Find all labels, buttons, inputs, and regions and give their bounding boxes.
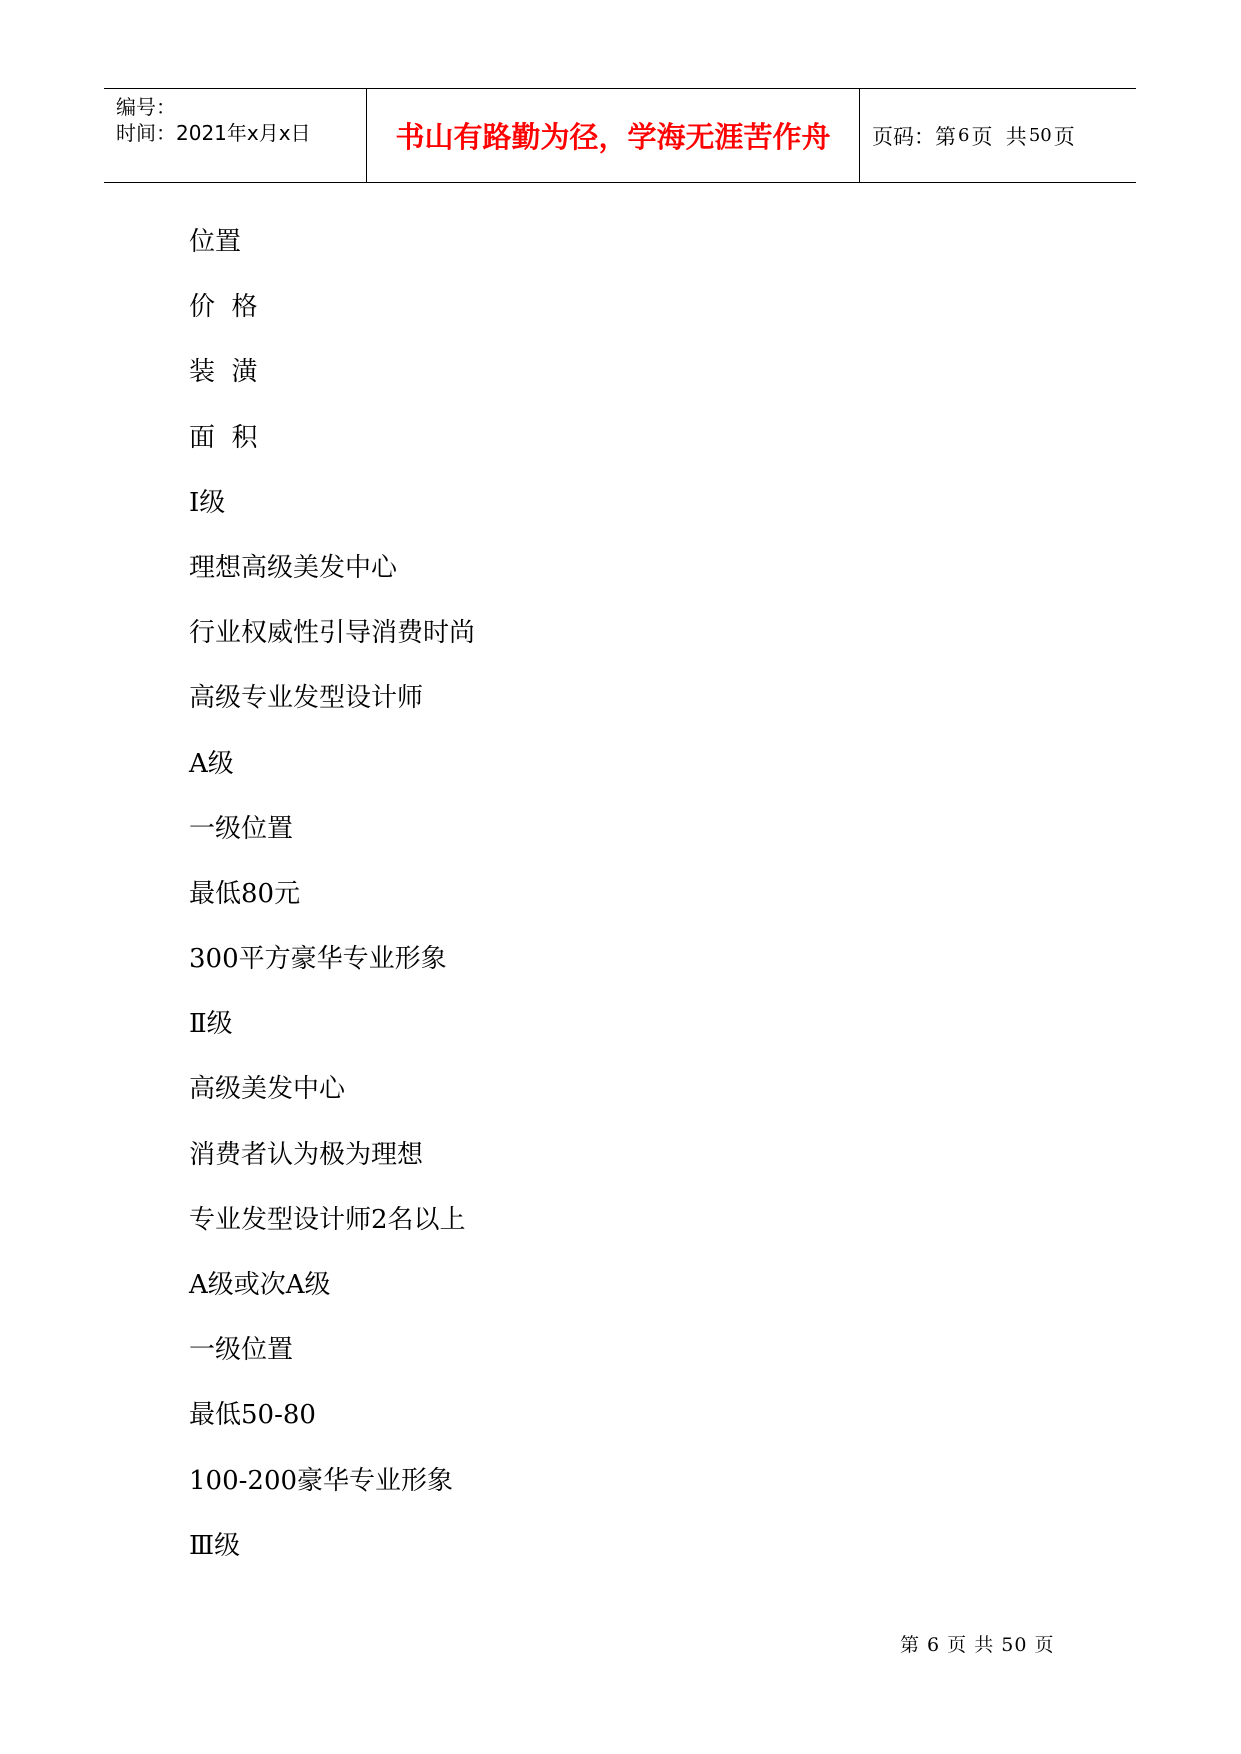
page-code-middle: 页 共	[971, 124, 1027, 149]
paragraph: A级或次A级	[189, 1270, 331, 1300]
serial-number-label: 编号：	[116, 95, 176, 119]
header-info-cell	[104, 89, 367, 182]
paragraph: 位置	[189, 227, 242, 257]
page-code-suffix: 页	[1053, 124, 1075, 149]
paragraph: 理想高级美发中心	[189, 552, 398, 583]
paragraph: 一级位置	[189, 813, 294, 844]
page-code-prefix: 页码：第	[872, 124, 956, 149]
paragraph: 100-200豪华专业形象	[189, 1465, 454, 1496]
page-code-total: 50	[1028, 125, 1052, 146]
paragraph: Ⅰ级	[189, 487, 226, 518]
paragraph: Ⅲ级	[189, 1530, 241, 1561]
page-header	[104, 88, 1136, 183]
paragraph: 价 格	[189, 292, 258, 323]
date-label: 时间：2021年x月x日	[116, 121, 311, 145]
document-body	[189, 218, 1089, 1587]
header-motto-cell	[367, 89, 860, 182]
paragraph: 面 积	[189, 422, 258, 453]
paragraph: 专业发型设计师2名以上	[189, 1204, 466, 1235]
paragraph: 300平方豪华专业形象	[189, 944, 447, 975]
page-code-number: 6	[958, 125, 970, 146]
paragraph: 装 潢	[189, 357, 258, 388]
paragraph: 行业权威性引导消费时尚	[189, 618, 476, 649]
header-page-cell	[860, 89, 1136, 182]
page-footer: 第 6 页 共 50 页	[900, 1634, 1055, 1656]
paragraph: 最低80元	[189, 878, 301, 909]
paragraph: Ⅱ级	[189, 1009, 233, 1040]
paragraph: 一级位置	[189, 1335, 294, 1366]
motto-text: 书山有路勤为径，学海无涯苦作舟	[395, 120, 831, 154]
paragraph: 最低50-80	[189, 1400, 316, 1431]
paragraph: 消费者认为极为理想	[189, 1139, 424, 1170]
paragraph: A级	[189, 748, 234, 779]
paragraph: 高级专业发型设计师	[189, 683, 424, 714]
paragraph: 高级美发中心	[189, 1074, 346, 1105]
